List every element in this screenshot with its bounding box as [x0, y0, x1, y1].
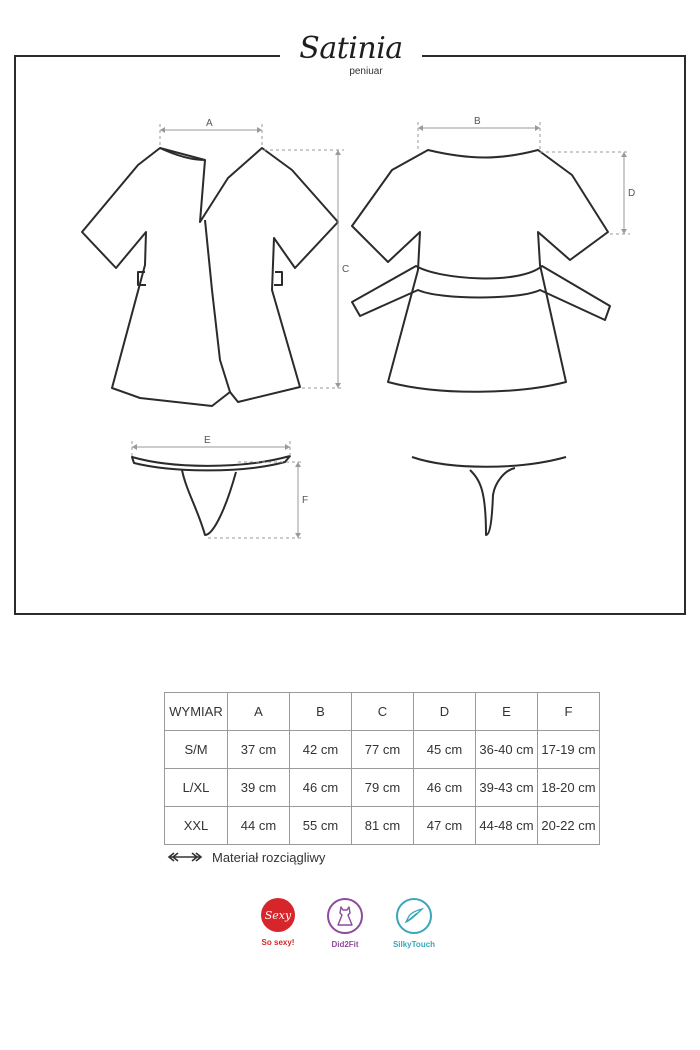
table-row — [165, 807, 600, 845]
badge-label: SilkyTouch — [392, 940, 436, 949]
sexy-badge-text: Sexy — [264, 908, 292, 922]
table-row — [165, 769, 600, 807]
stretch-arrow-icon — [166, 851, 204, 863]
brand-subtitle: peniuar — [349, 66, 383, 77]
thong-front-panel — [182, 470, 236, 535]
robe-front-loop-right — [274, 272, 282, 285]
robe-back-outline — [352, 150, 608, 392]
dim-label-c: C — [342, 264, 350, 275]
table-cell: 55 cm — [290, 807, 352, 845]
brand-name: Satinia — [299, 31, 403, 66]
table-row — [165, 731, 600, 769]
table-cell: 81 cm — [352, 807, 414, 845]
badge-did2fit — [315, 898, 375, 949]
dress-icon — [335, 905, 355, 927]
table-cell: 39-43 cm — [476, 769, 538, 807]
table-cell: 79 cm — [352, 769, 414, 807]
badge-label: So sexy! — [261, 938, 295, 947]
table-header-row — [165, 693, 600, 731]
stretch-note-text: Materiał rozciągliwy — [212, 849, 326, 865]
table-cell: 36-40 cm — [476, 731, 538, 769]
thong-back-string — [470, 468, 515, 535]
dim-label-a: A — [206, 118, 213, 129]
feather-icon — [403, 906, 425, 926]
dim-label-d: D — [628, 188, 636, 199]
dim-label-f: F — [302, 495, 309, 506]
table-header-cell: B — [290, 693, 352, 731]
table-cell: 46 cm — [414, 769, 476, 807]
table-cell: 37 cm — [228, 731, 290, 769]
table-cell: 44-48 cm — [476, 807, 538, 845]
size-table — [164, 692, 600, 845]
table-header-cell: E — [476, 693, 538, 731]
thong-back-waist — [412, 457, 566, 467]
table-cell: 77 cm — [352, 731, 414, 769]
silkytouch-badge-icon — [396, 898, 432, 934]
table-header-cell: A — [228, 693, 290, 731]
brand-logo — [280, 28, 422, 86]
thong-front-waist — [132, 456, 290, 470]
robe-back-belt — [352, 266, 610, 320]
table-cell: 17-19 cm — [538, 731, 600, 769]
table-cell: 18-20 cm — [538, 769, 600, 807]
badge-label: Did2Fit — [331, 940, 359, 949]
table-cell: 39 cm — [228, 769, 290, 807]
stretch-note — [166, 848, 325, 866]
dim-label-e: E — [204, 435, 211, 446]
table-header-cell: WYMIAR — [165, 693, 228, 731]
table-cell: 46 cm — [290, 769, 352, 807]
table-cell: 20-22 cm — [538, 807, 600, 845]
table-header-cell: F — [538, 693, 600, 731]
badge-so-sexy — [248, 898, 308, 947]
table-cell: 44 cm — [228, 807, 290, 845]
table-cell: L/XL — [165, 769, 228, 807]
did2fit-badge-icon — [327, 898, 363, 934]
table-cell: S/M — [165, 731, 228, 769]
dim-label-b: B — [474, 116, 481, 127]
table-cell: XXL — [165, 807, 228, 845]
table-cell: 47 cm — [414, 807, 476, 845]
table-header-cell: C — [352, 693, 414, 731]
badge-silkytouch — [384, 898, 444, 949]
sexy-badge-icon — [261, 898, 295, 932]
table-header-cell: D — [414, 693, 476, 731]
table-cell: 45 cm — [414, 731, 476, 769]
table-cell: 42 cm — [290, 731, 352, 769]
robe-front-inner-edge — [205, 220, 230, 392]
